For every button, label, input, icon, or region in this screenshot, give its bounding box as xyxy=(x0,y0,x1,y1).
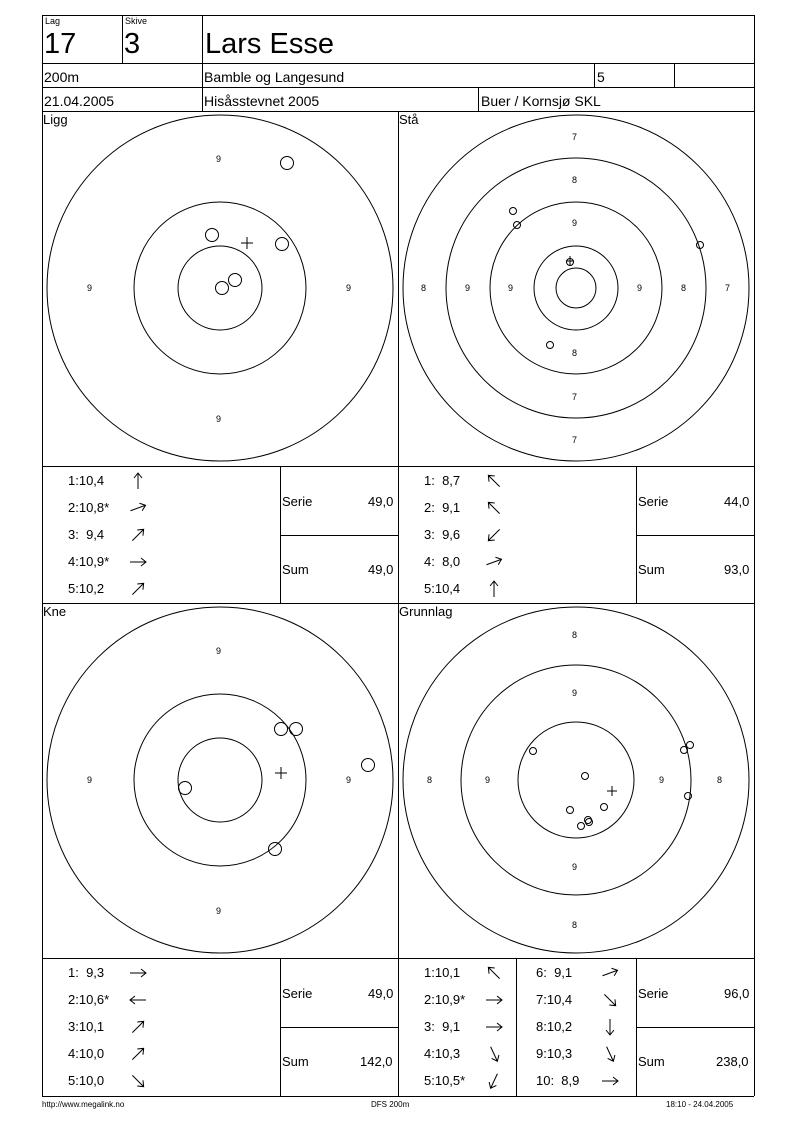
shot-value: 9:10,3 xyxy=(536,1046,573,1061)
shot-value: 1: 9,3 xyxy=(68,965,105,980)
panel-title-grunnlag: Grunnlag xyxy=(399,604,453,619)
ring xyxy=(461,665,691,895)
serie-value-grunnlag: 96,0 xyxy=(724,986,750,1001)
ring xyxy=(518,722,634,838)
sum-value-ligg: 49,0 xyxy=(368,562,394,577)
shot-hole xyxy=(601,804,608,811)
footer-url: http://www.megalink.no xyxy=(42,1100,125,1109)
ring-label: 9 xyxy=(87,283,93,293)
sum-value-kne: 142,0 xyxy=(360,1054,393,1069)
direction-arrow-icon xyxy=(484,552,504,572)
ring xyxy=(403,607,749,953)
ring-label: 8 xyxy=(681,283,687,293)
ring-label: 9 xyxy=(465,283,471,293)
ring-label: 8 xyxy=(572,920,578,930)
serie-value-sta: 44,0 xyxy=(724,494,750,509)
shot-value: 6: 9,1 xyxy=(536,965,573,980)
direction-arrow-icon xyxy=(128,498,148,518)
event: Hisåsstevnet 2005 xyxy=(204,93,320,109)
serie-label: Serie xyxy=(282,986,313,1001)
sum-label: Sum xyxy=(282,1054,309,1069)
direction-arrow-icon xyxy=(484,963,504,983)
ring-label: 9 xyxy=(87,775,93,785)
footer-program: DFS 200m xyxy=(371,1100,410,1109)
ring-label: 7 xyxy=(572,132,578,142)
direction-arrow-icon xyxy=(484,579,504,599)
klasse: 5 xyxy=(597,69,605,85)
direction-arrow-icon xyxy=(128,963,148,983)
direction-arrow-icon xyxy=(484,1071,504,1091)
ring-label: 9 xyxy=(572,862,578,872)
shot-hole xyxy=(582,773,589,780)
panel-title-kne: Kne xyxy=(43,604,67,619)
ring-label: 9 xyxy=(346,283,352,293)
serie-label: Serie xyxy=(638,986,669,1001)
distance: 200m xyxy=(44,69,80,85)
serie-label: Serie xyxy=(638,494,669,509)
shot-value: 2:10,8* xyxy=(68,500,110,515)
shot-hole xyxy=(578,823,585,830)
sum-label: Sum xyxy=(282,562,309,577)
shot-hole xyxy=(567,807,574,814)
shot-value: 4: 8,0 xyxy=(424,554,461,569)
shot-value: 7:10,4 xyxy=(536,992,573,1007)
ring-label: 7 xyxy=(725,283,731,293)
shot-hole xyxy=(685,793,692,800)
direction-arrow-icon xyxy=(484,990,504,1010)
direction-arrow-icon xyxy=(600,990,620,1010)
direction-arrow-icon xyxy=(128,1071,148,1091)
skive-label: Skive xyxy=(125,16,148,26)
shot-value: 2:10,9* xyxy=(424,992,466,1007)
shot-hole xyxy=(681,747,688,754)
ring-label: 8 xyxy=(717,775,723,785)
shot-value: 4:10,3 xyxy=(424,1046,461,1061)
shot-value: 3: 9,4 xyxy=(68,527,105,542)
shot-value: 2: 9,1 xyxy=(424,500,461,515)
ring-label: 7 xyxy=(572,435,578,445)
shot-value: 1:10,1 xyxy=(424,965,461,980)
direction-arrow-icon xyxy=(484,1017,504,1037)
lag-number: 17 xyxy=(44,28,77,60)
shooter-name: Lars Esse xyxy=(205,28,334,60)
direction-arrow-icon xyxy=(600,1044,620,1064)
serie-label: Serie xyxy=(282,494,313,509)
shot-value: 4:10,9* xyxy=(68,554,110,569)
ring-label: 9 xyxy=(508,283,514,293)
ring-label: 7 xyxy=(572,392,578,402)
lag-label: Lag xyxy=(45,16,61,26)
ring-label: 9 xyxy=(216,646,222,656)
direction-arrow-icon xyxy=(128,1017,148,1037)
venue: Buer / Kornsjø SKL xyxy=(481,93,601,109)
shot-value: 1: 8,7 xyxy=(424,473,461,488)
ring-label: 9 xyxy=(572,688,578,698)
shot-value: 5:10,5* xyxy=(424,1073,466,1088)
ring-label: 8 xyxy=(572,630,578,640)
shot-value: 8:10,2 xyxy=(536,1019,573,1034)
sum-value-sta: 93,0 xyxy=(724,562,750,577)
shot-value: 2:10,6* xyxy=(68,992,110,1007)
shot-value: 1:10,4 xyxy=(68,473,105,488)
direction-arrow-icon xyxy=(484,525,504,545)
ring-label: 9 xyxy=(637,283,643,293)
serie-value-kne: 49,0 xyxy=(368,986,394,1001)
ring-label: 8 xyxy=(572,175,578,185)
shot-hole xyxy=(687,742,694,749)
direction-arrow-icon xyxy=(600,1071,620,1091)
direction-arrow-icon xyxy=(484,471,504,491)
ring-label: 9 xyxy=(572,218,578,228)
direction-arrow-icon xyxy=(128,471,148,491)
ring-label: 9 xyxy=(659,775,665,785)
shot-hole xyxy=(530,748,537,755)
shot-value: 5:10,0 xyxy=(68,1073,105,1088)
shot-value: 3:10,1 xyxy=(68,1019,105,1034)
ring-label: 8 xyxy=(427,775,433,785)
shot-value: 10: 8,9 xyxy=(536,1073,580,1088)
direction-arrow-icon xyxy=(600,963,620,983)
date: 21.04.2005 xyxy=(44,93,115,109)
club: Bamble og Langesund xyxy=(204,69,345,85)
direction-arrow-icon xyxy=(128,579,148,599)
ring-label: 9 xyxy=(346,775,352,785)
sum-value-grunnlag: 238,0 xyxy=(716,1054,749,1069)
direction-arrow-icon xyxy=(484,498,504,518)
direction-arrow-icon xyxy=(128,1044,148,1064)
direction-arrow-icon xyxy=(128,990,148,1010)
shot-value: 3: 9,1 xyxy=(424,1019,461,1034)
ring-label: 9 xyxy=(216,154,222,164)
ring-label: 8 xyxy=(572,348,578,358)
footer-printed: 18:10 - 24.04.2005 xyxy=(666,1100,734,1109)
ring-label: 9 xyxy=(216,906,222,916)
skive-number: 3 xyxy=(124,28,141,60)
ring-label: 8 xyxy=(421,283,427,293)
direction-arrow-icon xyxy=(600,1017,620,1037)
shot-value: 5:10,2 xyxy=(68,581,105,596)
direction-arrow-icon xyxy=(484,1044,504,1064)
sum-label: Sum xyxy=(638,1054,665,1069)
ring-label: 9 xyxy=(485,775,491,785)
shot-value: 5:10,4 xyxy=(424,581,461,596)
shot-value: 4:10,0 xyxy=(68,1046,105,1061)
ring-label: 9 xyxy=(216,414,222,424)
panel-title-ligg: Ligg xyxy=(43,112,68,127)
shot-value: 3: 9,6 xyxy=(424,527,461,542)
sum-label: Sum xyxy=(638,562,665,577)
serie-value-ligg: 49,0 xyxy=(368,494,394,509)
direction-arrow-icon xyxy=(128,552,148,572)
center-mark-icon xyxy=(607,786,617,796)
direction-arrow-icon xyxy=(128,525,148,545)
panel-title-sta: Stå xyxy=(399,112,419,127)
